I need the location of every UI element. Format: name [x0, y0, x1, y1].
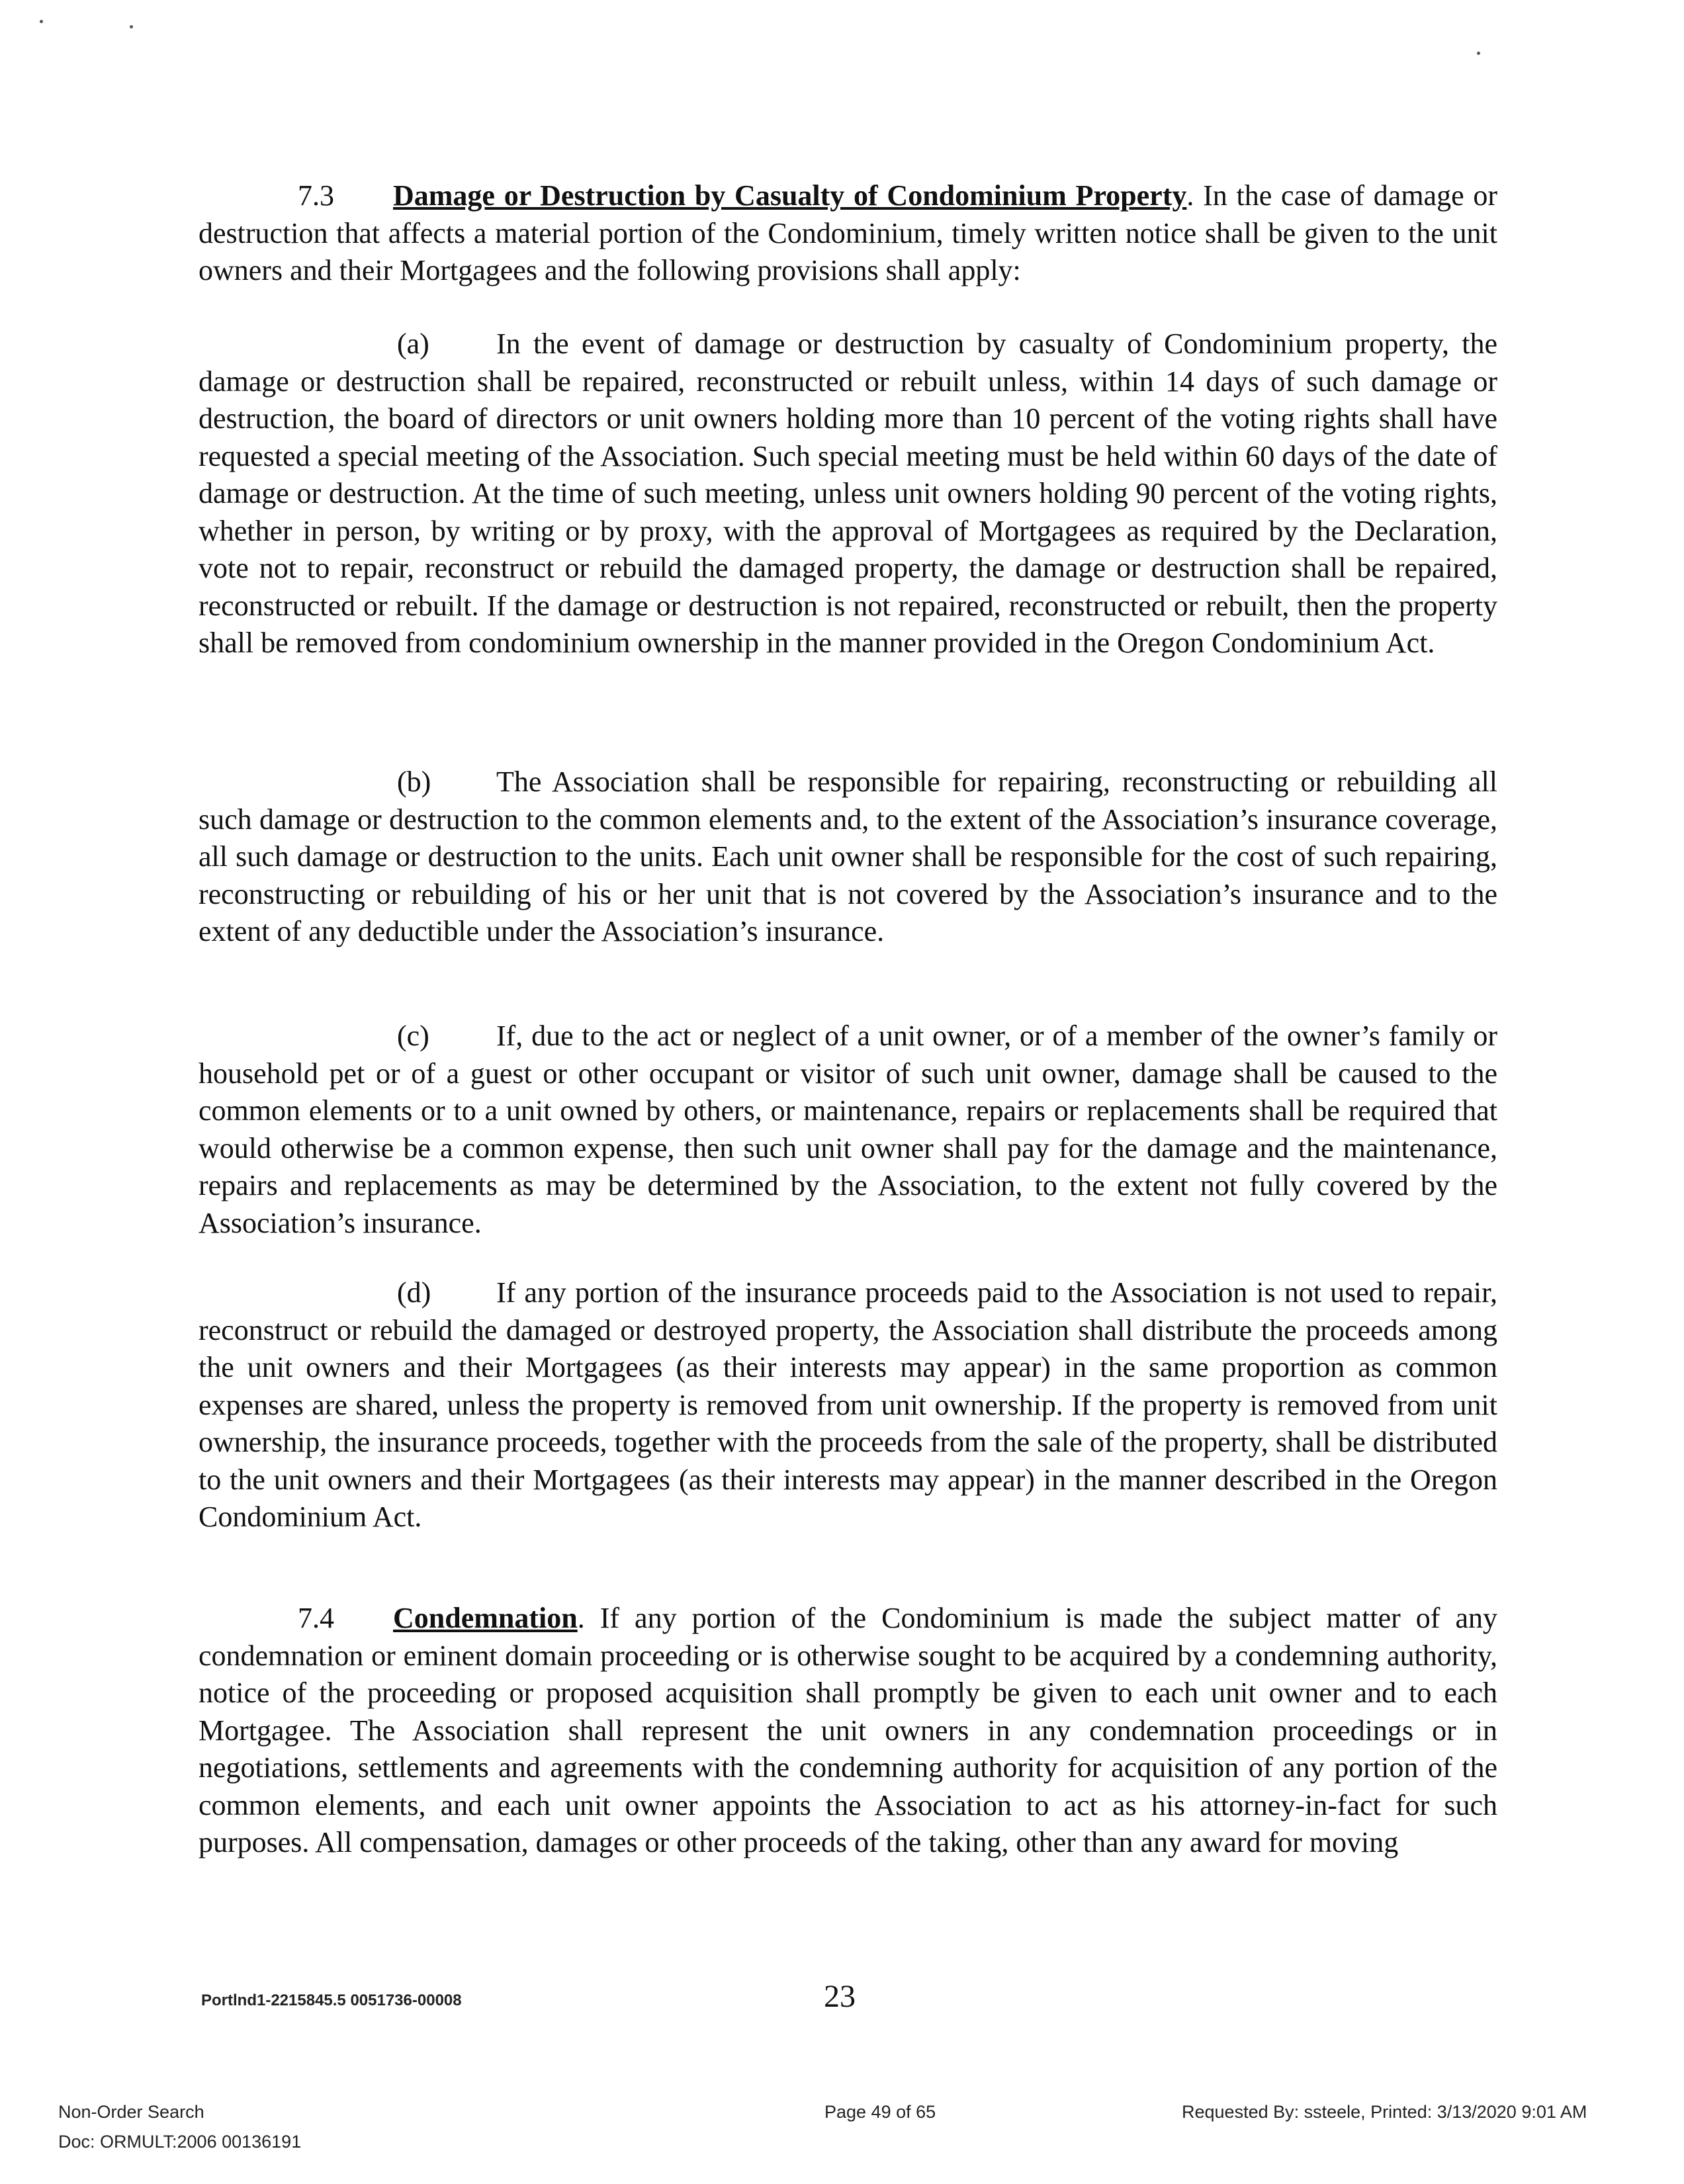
subsection-a [199, 326, 1497, 662]
subsection-d [199, 1274, 1497, 1536]
subsection-label: (c) [397, 1020, 429, 1052]
subsection-text: If any portion of the insurance proceeds paid to the Association is not used to repair, reconstruct or rebuild the damaged or destroyed property, the Association shall distribute the proceeds among the unit owners and their Mortgagees (as their interests may appear) in the same proportion as common expenses are shared, unless the property is removed from unit ownership. If the property is removed from unit ownership, the insurance proceeds, together with the proceeds from the sale of the property, shall be distributed to the unit owners and their Mortgagees (as their interests may appear) in the manner described in the Oregon Condominium Act. [199, 1276, 1497, 1533]
footer-page-count: Page 49 of 65 [824, 2102, 936, 2122]
document-id: Portlnd1-2215845.5 0051736-00008 [201, 1991, 462, 2009]
scan-speck [130, 25, 133, 28]
section-number: 7.4 [298, 1602, 334, 1634]
section-7-4-paragraph [199, 1600, 1497, 1862]
section-heading: Condemnation [393, 1602, 578, 1634]
footer-doc-ref: Doc: ORMULT:2006 00136191 [58, 2132, 302, 2152]
subsection-text: The Association shall be responsible for repairing, reconstructing or rebuilding all such damage or destruction to the common elements and, to the extent of the Association’s insurance coverage, all such damage or destruction to the units. Each unit owner shall be responsible for the cost of such repairing, reconstructing or rebuilding of his or her unit that is not covered by the Association’s insurance and to the extent of any deductible under the Association’s insurance. [199, 765, 1497, 947]
section-7-3-paragraph [199, 177, 1497, 290]
scan-speck [40, 20, 43, 23]
subsection-label: (b) [397, 765, 431, 798]
section-heading: Damage or Destruction by Casualty of Condominium Property [393, 179, 1187, 212]
subsection-label: (d) [397, 1276, 431, 1309]
scan-speck [1477, 52, 1480, 55]
footer-search-type: Non-Order Search [58, 2102, 204, 2122]
subsection-c [199, 1018, 1497, 1242]
section-intro: . In the case of damage or destruction that affects a material portion of the Condominium, timely written notice shall be given to the unit owners and their Mortgagees and the following provisions shall apply: [199, 179, 1497, 286]
subsection-label: (a) [397, 328, 429, 360]
footer-requested-by: Requested By: ssteele, Printed: 3/13/2020 9:01 AM [1182, 2102, 1587, 2122]
page-number: 23 [824, 1979, 856, 2014]
section-text: . If any portion of the Condominium is made the subject matter of any condemnation or eminent domain proceeding or is otherwise sought to be acquired by a condemning authority, notice of the proceeding or proposed acquisition shall promptly be given to each unit owner and to each Mortgagee. The Association shall represent the unit owners in any condemnation proceedings or in negotiations, settlements and agreements with the condemning authority for acquisition of any portion of the common elements, and each unit owner appoints the Association to act as his attorney-in-fact for such purposes. All compensation, damages or other proceeds of the taking, other than any award for moving [199, 1602, 1497, 1858]
subsection-text: In the event of damage or destruction by casualty of Condominium property, the damage or destruction shall be repaired, reconstructed or rebuilt unless, within 14 days of such damage or destruction, the board of directors or unit owners holding more than 10 percent of the voting rights shall have requested a special meeting of the Association. Such special meeting must be held within 60 days of the date of damage or destruction. At the time of such meeting, unless unit owners holding 90 percent of the voting rights, whether in person, by writing or by proxy, with the approval of Mortgagees as required by the Declaration, vote not to repair, reconstruct or rebuild the damaged property, the damage or destruction shall be repaired, reconstructed or rebuilt. If the damage or destruction is not repaired, reconstructed or rebuilt, then the property shall be removed from condominium ownership in the manner provided in the Oregon Condominium Act. [199, 328, 1497, 659]
subsection-text: If, due to the act or neglect of a unit owner, or of a member of the owner’s family or household pet or of a guest or other occupant or visitor of such unit owner, damage shall be caused to the common elements or to a unit owned by others, or maintenance, repairs or replacements shall be required that would otherwise be a common expense, then such unit owner shall pay for the damage and the maintenance, repairs and replacements as may be determined by the Association, to the extent not fully covered by the Association’s insurance. [199, 1020, 1497, 1239]
section-number: 7.3 [298, 179, 334, 212]
subsection-b [199, 764, 1497, 951]
